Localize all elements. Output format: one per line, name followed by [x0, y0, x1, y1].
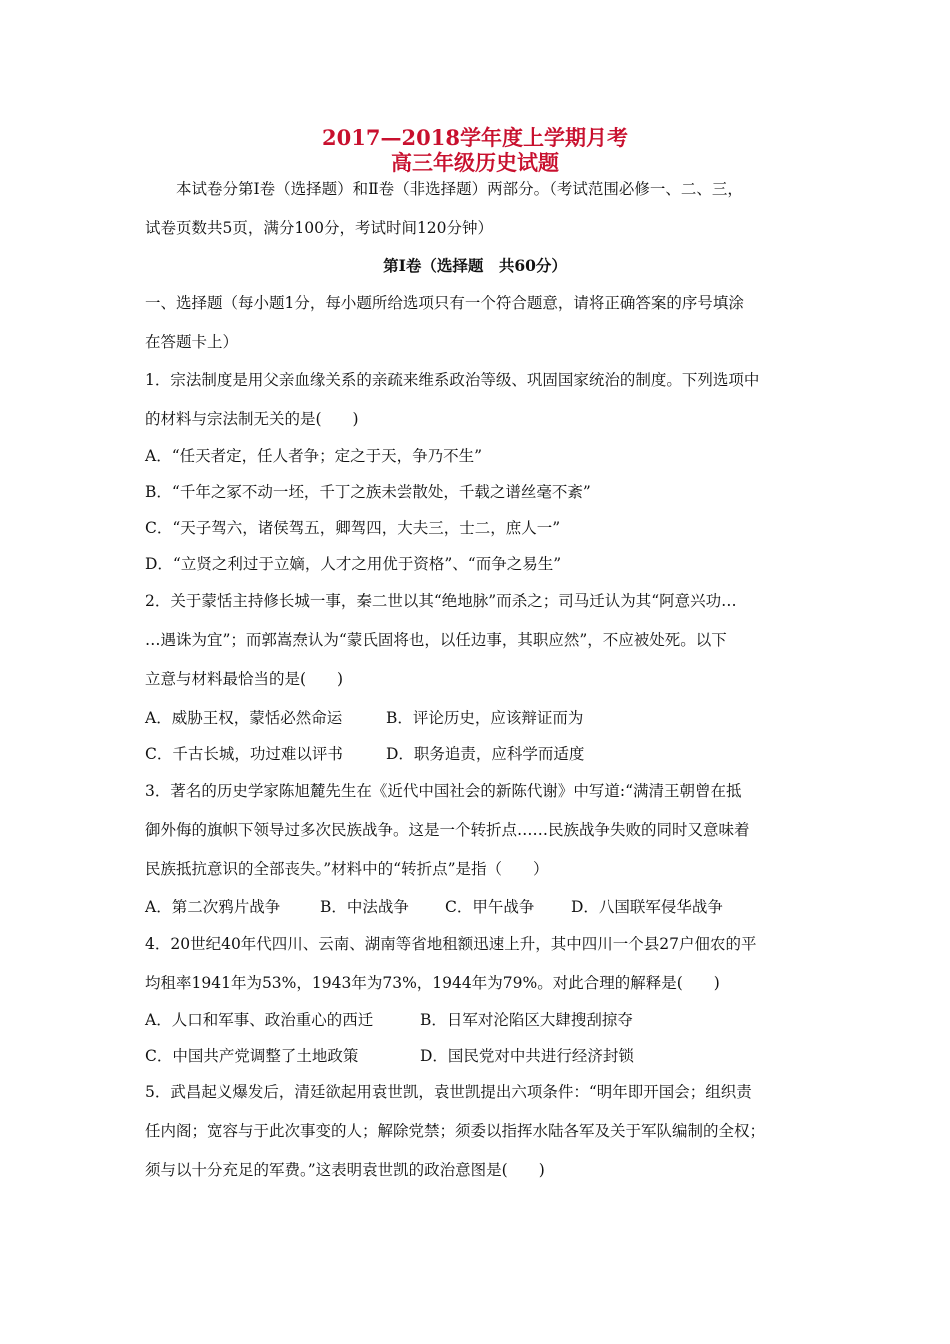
- question-1-option-a: A．“任天者定，任人者争；定之于天，争乃不生”: [145, 447, 483, 465]
- question-2-option-d: D．职务追责，应科学而适度: [386, 745, 585, 763]
- question-1-option-d: D．“立贤之利过于立嫡，人才之用优于资格”、“而争之易生”: [145, 555, 562, 573]
- question-3-stem: 3．著名的历史学家陈旭麓先生在《近代中国社会的新陈代谢》中写道:“满清王朝曾在抵: [145, 782, 742, 800]
- question-4-option-c: C．中国共产党调整了土地政策: [145, 1047, 359, 1065]
- question-3-stem: 民族抵抗意识的全部丧失。”材料中的“转折点”是指（ ）: [145, 860, 549, 878]
- exam-title-subject: 高三年级历史试题: [391, 150, 559, 175]
- instructions-line: 在答题卡上）: [145, 333, 239, 351]
- question-4-stem: 均租率1941年为53%，1943年为73%，1944年为79%。对此合理的解释是( ): [145, 974, 720, 992]
- question-2-option-a: A．威胁王权，蒙恬必然命运: [145, 709, 343, 727]
- question-4-option-d: D．国民党对中共进行经济封锁: [420, 1047, 634, 1065]
- question-2-stem: 立意与材料最恰当的是( ): [145, 670, 344, 688]
- question-2-stem: 2．关于蒙恬主持修长城一事，秦二世以其“绝地脉”而杀之；司马迁认为其“阿意兴功…: [145, 592, 737, 610]
- exam-title-year: 2017—2018学年度上学期月考: [322, 125, 628, 150]
- question-3-option-a: A．第二次鸦片战争: [145, 898, 281, 916]
- question-1-stem: 的材料与宗法制无关的是( ): [145, 410, 359, 428]
- question-2-option-c: C．千古长城，功过难以评书: [145, 745, 343, 763]
- section-heading: 第Ⅰ卷（选择题 共60分）: [383, 256, 567, 275]
- intro-line: 本试卷分第Ⅰ卷（选择题）和Ⅱ卷（非选择题）两部分。（考试范围必修一、二、三，: [176, 180, 743, 198]
- question-1-option-c: C．“天子驾六，诸侯驾五，卿驾四，大夫三，士二，庶人一”: [145, 519, 561, 537]
- question-5-stem: 须与以十分充足的军费。”这表明袁世凯的政治意图是( ): [145, 1161, 545, 1179]
- question-3-option-c: C．甲午战争: [445, 898, 535, 916]
- question-3-option-d: D．八国联军侵华战争: [571, 898, 723, 916]
- question-3-option-b: B．中法战争: [320, 898, 409, 916]
- intro-line: 试卷页数共5页，满分100分，考试时间120分钟）: [145, 219, 494, 237]
- question-4-stem: 4．20世纪40年代四川、云南、湖南等省地租额迅速上升，其中四川一个县27户佃农的平: [145, 935, 757, 953]
- question-1-option-b: B．“千年之冢不动一坯，千丁之族未尝散处，千载之谱丝毫不紊”: [145, 483, 591, 501]
- question-2-stem: …遇诛为宜”；而郭嵩焘认为“蒙氏固将也，以任边事，其职应然”，不应被处死。以下: [145, 631, 727, 649]
- instructions-line: 一、选择题（每小题1分，每小题所给选项只有一个符合题意，请将正确答案的序号填涂: [145, 294, 744, 312]
- question-4-option-b: B．日军对沦陷区大肆搜刮掠夺: [420, 1011, 633, 1029]
- question-5-stem: 5．武昌起义爆发后，清廷欲起用袁世凯，袁世凯提出六项条件：“明年即开国会；组织责: [145, 1083, 752, 1101]
- question-4-option-a: A．人口和军事、政治重心的西迁: [145, 1011, 374, 1029]
- question-2-option-b: B．评论历史，应该辩证而为: [386, 709, 584, 727]
- question-1-stem: 1．宗法制度是用父亲血缘关系的亲疏来维系政治等级、巩固国家统治的制度。下列选项中: [145, 371, 760, 389]
- question-3-stem: 御外侮的旗帜下领导过多次民族战争。这是一个转折点……民族战争失败的同时又意味着: [145, 821, 750, 839]
- question-5-stem: 任内阁；宽容与于此次事变的人；解除党禁；须委以指挥水陆各军及关于军队编制的全权；: [145, 1122, 766, 1140]
